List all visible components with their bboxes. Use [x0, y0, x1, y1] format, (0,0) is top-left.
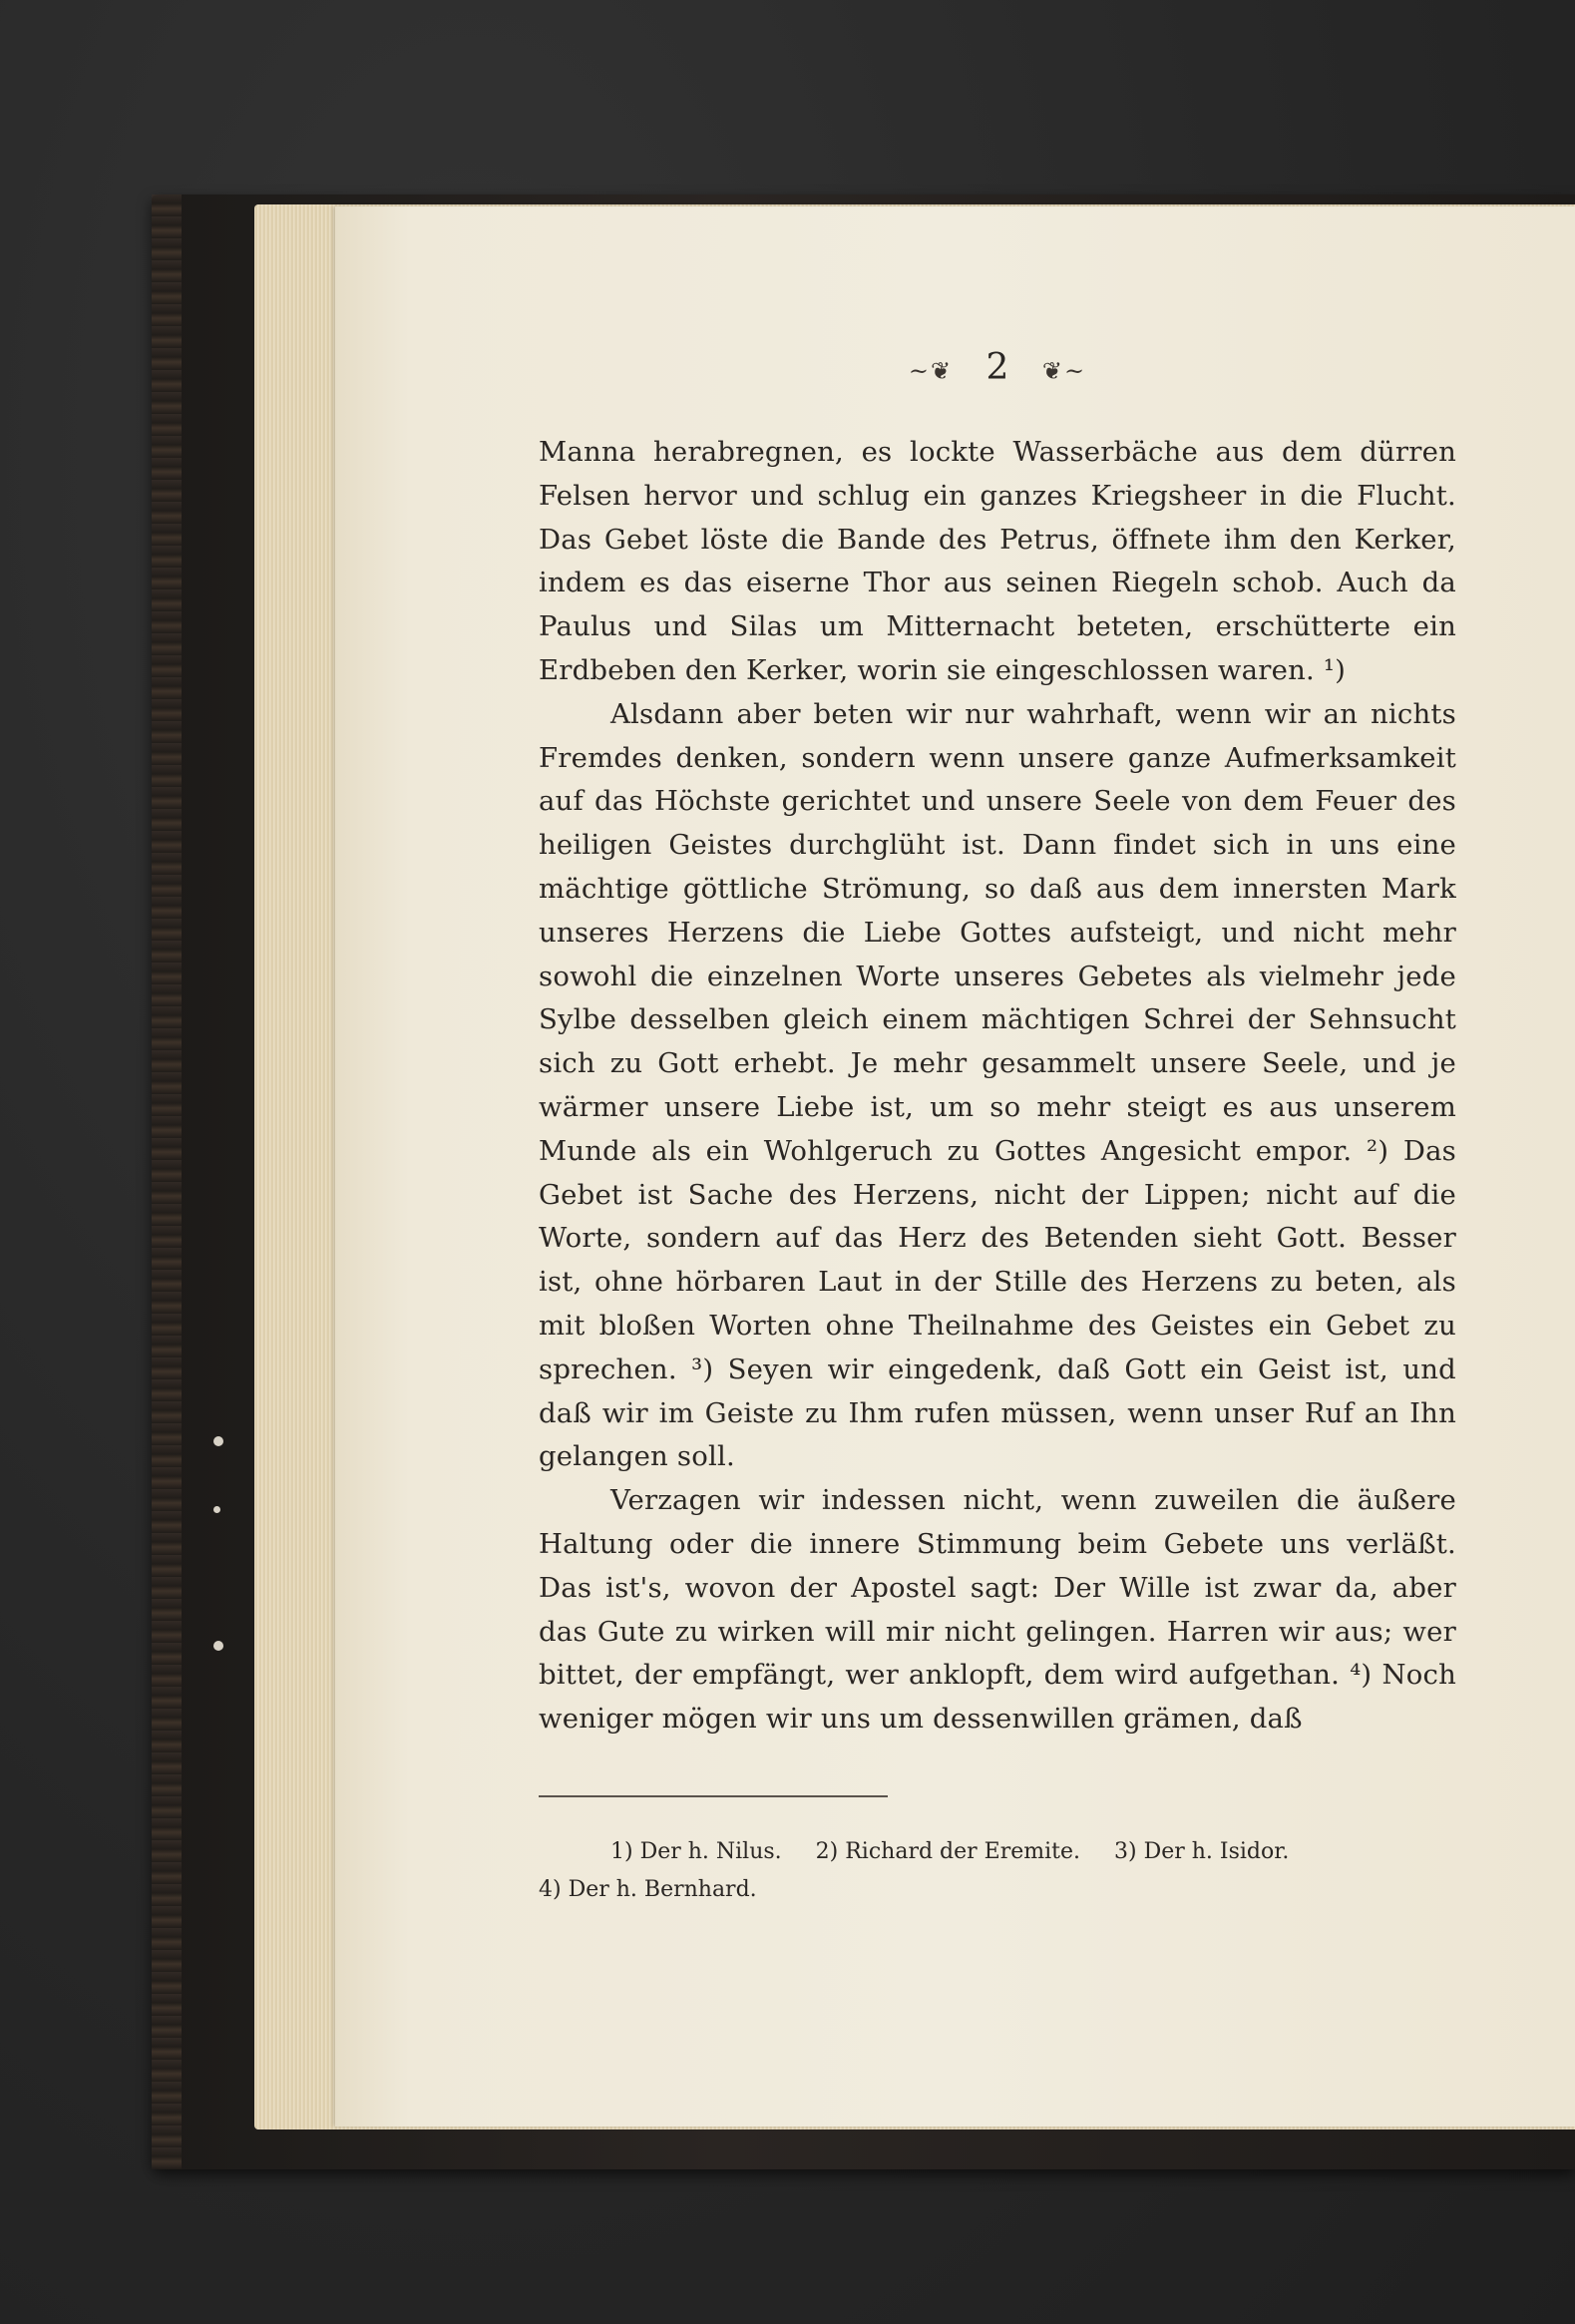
body-text [539, 431, 1456, 1742]
footnotes [539, 1833, 1456, 1909]
page-number: 2 [985, 347, 1009, 388]
footnote: 3) Der h. Isidor. [1114, 1839, 1290, 1864]
ornament-right-icon: ❦~ [1041, 357, 1087, 385]
footnote-divider [539, 1795, 888, 1797]
footnote: 1) Der h. Nilus. [610, 1839, 782, 1864]
paragraph: Verzagen wir indessen nicht, wenn zuweilen die äußere Haltung oder die innere Stimmung beim Gebete uns verläßt. Das ist's, wovon der Apostel sagt: Der Wille ist zwar da, aber das Gute zu wirken will mir nicht gelingen. Harren wir aus; wer bittet, der empfängt, wer anklopft, dem wird aufgethan. ⁴) Noch weniger mögen wir uns um dessenwillen grämen, daß [539, 1484, 1456, 1736]
book-spine [152, 194, 182, 2169]
paragraph: Manna herabregnen, es lockte Wasserbäche aus dem dürren Felsen hervor und schlug ein ganzes Kriegsheer in die Flucht. Das Gebet löste die Bande des Petrus, öffnete ihm den Kerker, indem es das eiserne Thor aus seinen Riegeln schob. Auch da Paulus und Silas um Mitternacht beteten, erschütterte ein Erdbeben den Kerker, worin sie eingeschlossen waren. ¹) [539, 436, 1456, 686]
footnote: 2) Richard der Eremite. [815, 1839, 1081, 1864]
ornament-left-icon: ~❦ [908, 357, 954, 385]
spine-mark [213, 1436, 223, 1446]
paragraph: Alsdann aber beten wir nur wahrhaft, wenn wir an nichts Fremdes denken, sondern wenn unsere ganze Aufmerksamkeit auf das Höchste gerichtet und unsere Seele von dem Feuer des heiligen Geistes durchglüht ist. Dann findet sich in uns eine mächtige göttliche Strömung, so daß aus dem innersten Mark unseres Herzens die Liebe Gottes aufsteigt, und nicht mehr sowohl die einzelnen Worte unseres Gebetes als vielmehr jede Sylbe desselben gleich einem mächtigen Schrei der Sehnsucht sich zu Gott erhebt. Je mehr gesammelt unsere Seele, und je wärmer unsere Liebe ist, um so mehr steigt es aus unserem Munde als ein Wohlgeruch zu Gottes Angesicht empor. ²) Das Gebet ist Sache des Herzens, nicht der Lippen; nicht auf die Worte, sondern auf das Herz des Betenden sieht Gott. Besser ist, ohne hörbaren Laut in der Stille des Herzens zu beten, als mit bloßen Worten ohne Theilnahme des Geistes ein Gebet zu sprechen. ³) Seyen wir eingedenk, daß Gott ein Geist ist, und daß wir im Geiste zu Ihm rufen müssen, wenn unser Ruf an Ihn gelangen soll. [539, 697, 1456, 1473]
footnote-line [539, 1833, 1456, 1871]
footnote: 4) Der h. Bernhard. [539, 1877, 757, 1902]
spine-mark [213, 1506, 220, 1513]
footnote-line [539, 1871, 1456, 1909]
page-header [878, 344, 1117, 395]
spine-mark [213, 1641, 223, 1651]
